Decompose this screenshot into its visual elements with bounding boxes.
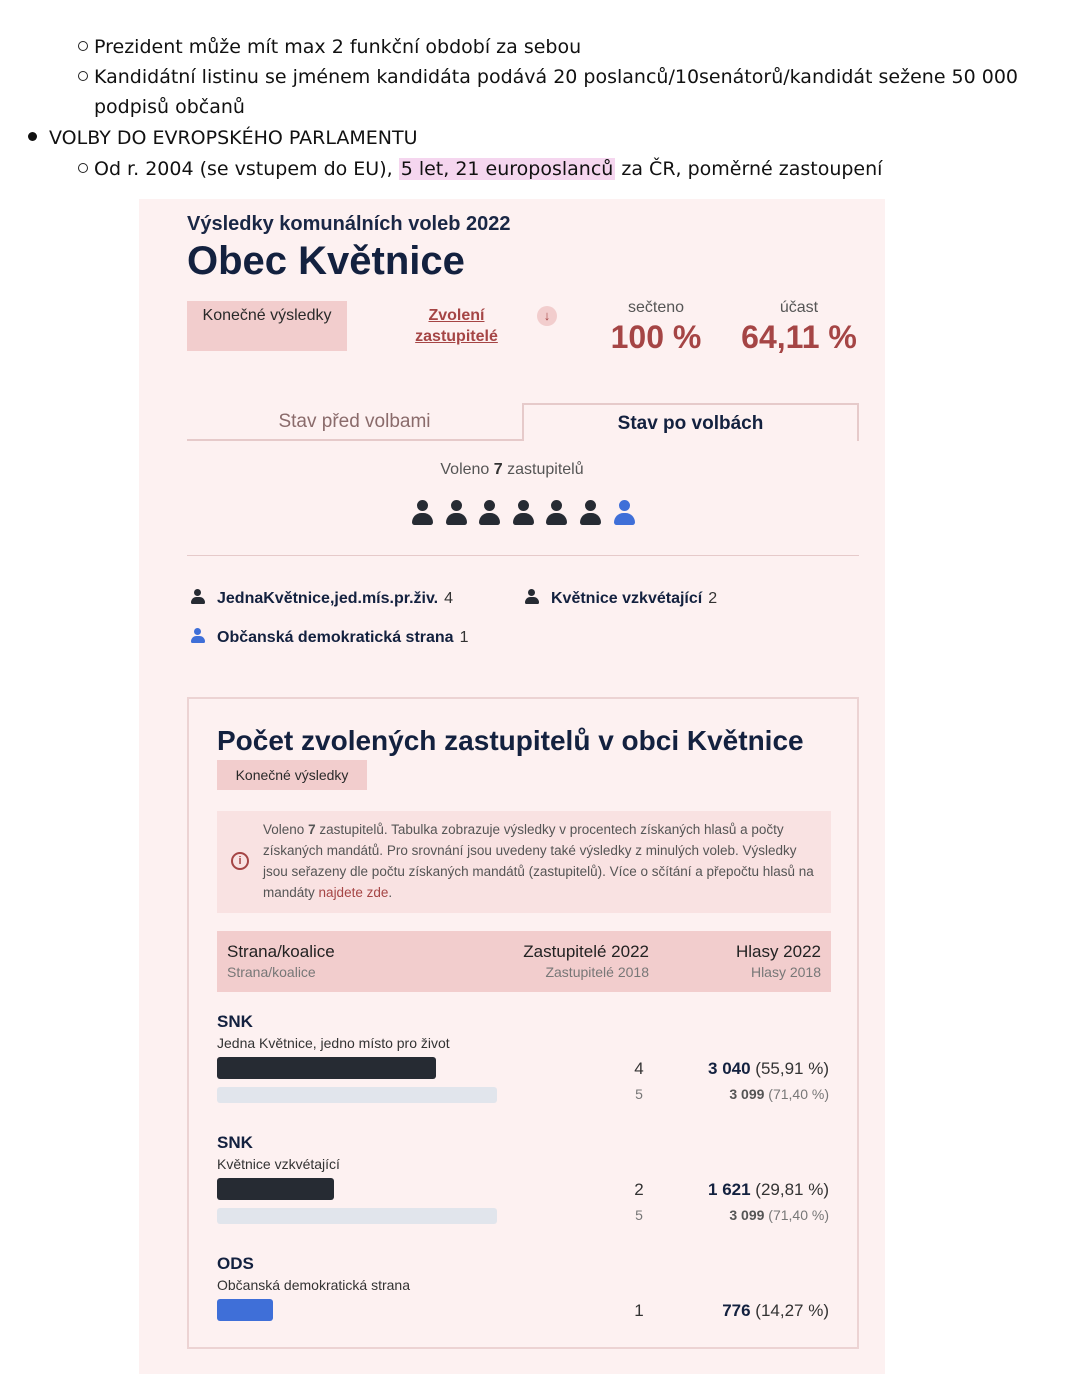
seat-person-icon xyxy=(545,500,567,528)
results-table-panel xyxy=(187,697,859,1349)
info-box xyxy=(217,811,831,913)
elected-representatives-link[interactable]: Zvolení zastupitelé xyxy=(415,307,498,345)
col-votes: Hlasy 2022 xyxy=(735,942,821,961)
seats-2022: 2 xyxy=(634,1180,644,1199)
seat-person-icon xyxy=(478,500,500,528)
elected-number: 7 xyxy=(493,461,503,478)
seat-person-icon xyxy=(613,500,635,528)
party-name: Květnice vzkvétající xyxy=(217,1156,340,1172)
vote-bar-2018 xyxy=(217,1087,497,1103)
vote-bar-2022 xyxy=(217,1178,334,1200)
seat-person-icon xyxy=(579,500,601,528)
party-abbr: SNK xyxy=(217,1012,253,1031)
seats-2018: 5 xyxy=(635,1207,643,1223)
seats-2022: 1 xyxy=(634,1301,644,1320)
legend-item: JednaKvětnice,jed.mís.pr.živ. 4 xyxy=(191,589,453,608)
elected-count: Voleno 7 zastupitelů xyxy=(440,461,584,478)
votes-2022: 1 621 (29,81 %) xyxy=(708,1180,829,1199)
col-party: Strana/koalice xyxy=(227,942,335,961)
seat-person-icon xyxy=(512,500,534,528)
person-icon xyxy=(191,628,205,643)
bullet-circle-icon xyxy=(78,163,88,173)
turnout-label: účast xyxy=(779,299,819,316)
vote-bar-2022 xyxy=(217,1299,273,1321)
col-votes-sub: Hlasy 2018 xyxy=(750,964,821,980)
bullet-circle-icon xyxy=(78,71,88,81)
seats-2018: 5 xyxy=(635,1086,643,1102)
counted-value: 100 % xyxy=(610,319,702,355)
final-results-button[interactable]: Konečné výsledky xyxy=(187,301,347,351)
table-header xyxy=(217,931,831,992)
party-abbr: SNK xyxy=(217,1133,253,1152)
note-candidate-list xyxy=(78,62,1018,92)
note-heading: VOLBY DO EVROPSKÉHO PARLAMENTU xyxy=(49,127,418,149)
party-abbr: ODS xyxy=(217,1254,254,1273)
vote-bar-2022 xyxy=(217,1057,436,1079)
arrow-down-icon[interactable]: ↓ xyxy=(537,306,557,326)
info-link[interactable]: najdete zde xyxy=(318,885,389,900)
note-text: za ČR, poměrné zastoupení xyxy=(621,158,883,180)
votes-2018: 3 099 (71,40 %) xyxy=(729,1207,829,1223)
results-subtitle: Výsledky komunálních voleb 2022 xyxy=(187,213,511,235)
panel-title: Počet zvolených zastupitelů v obci Květnice xyxy=(217,725,804,756)
tab-before-elections[interactable]: Stav před volbami xyxy=(187,403,522,441)
seats-2022: 4 xyxy=(634,1059,644,1078)
person-icon xyxy=(525,589,539,604)
bullet-circle-icon xyxy=(78,41,88,51)
note-text: Prezident může mít max 2 funkční období za sebou xyxy=(94,36,582,58)
person-icon xyxy=(191,589,205,604)
votes-2022: 3 040 (55,91 %) xyxy=(708,1059,829,1078)
note-president-terms xyxy=(78,32,581,62)
vote-bar-2018 xyxy=(217,1208,497,1224)
legend-item: Květnice vzkvétající 2 xyxy=(525,589,717,608)
note-eu-details xyxy=(78,154,882,184)
counted-label: sečteno xyxy=(627,299,685,316)
tab-after-elections[interactable]: Stav po volbách xyxy=(522,403,859,441)
final-results-badge: Konečné výsledky xyxy=(217,760,367,790)
note-highlight: 5 let, 21 europoslanců xyxy=(400,158,614,180)
election-results-screenshot xyxy=(139,199,885,1374)
info-icon: i xyxy=(231,852,249,870)
bullet-dot-icon xyxy=(28,132,37,141)
seat-person-icon xyxy=(445,500,467,528)
note-text: podpisů občanů xyxy=(94,96,245,118)
turnout-value: 64,11 % xyxy=(741,319,857,355)
col-seats: Zastupitelé 2022 xyxy=(523,942,649,961)
col-seats-sub: Zastupitelé 2018 xyxy=(545,964,649,980)
municipality-title: Obec Květnice xyxy=(187,239,465,283)
legend-item: Občanská demokratická strana 1 xyxy=(191,628,468,647)
note-text: Od r. 2004 (se vstupem do EU), xyxy=(94,158,393,180)
note-heading-eu xyxy=(28,123,417,153)
divider xyxy=(187,555,859,556)
note-text: Kandidátní listinu se jménem kandidáta podává 20 poslanců/10senátorů/kandidát sežene 50 000 xyxy=(94,66,1019,88)
votes-2022: 776 (14,27 %) xyxy=(722,1301,829,1320)
party-name: Občanská demokratická strana xyxy=(217,1277,410,1293)
col-party-sub: Strana/koalice xyxy=(227,964,316,980)
note-candidate-list-cont xyxy=(94,92,245,122)
votes-2018: 3 099 (71,40 %) xyxy=(729,1086,829,1102)
info-text: Voleno 7 zastupitelů. Tabulka zobrazuje výsledky v procentech získaných hlasů a počty získaných mandátů. Pro srovnání jsou uvedeny také výsledky z minulých voleb. Výsledky jsou seřazeny dle počtu získaných mandátů (zastupitelů). Více o sčítání a přepočtu hlasů na mandáty najdete zde. xyxy=(263,822,814,900)
seat-person-icon xyxy=(411,500,433,528)
party-name: Jedna Květnice, jedno místo pro život xyxy=(217,1035,450,1051)
